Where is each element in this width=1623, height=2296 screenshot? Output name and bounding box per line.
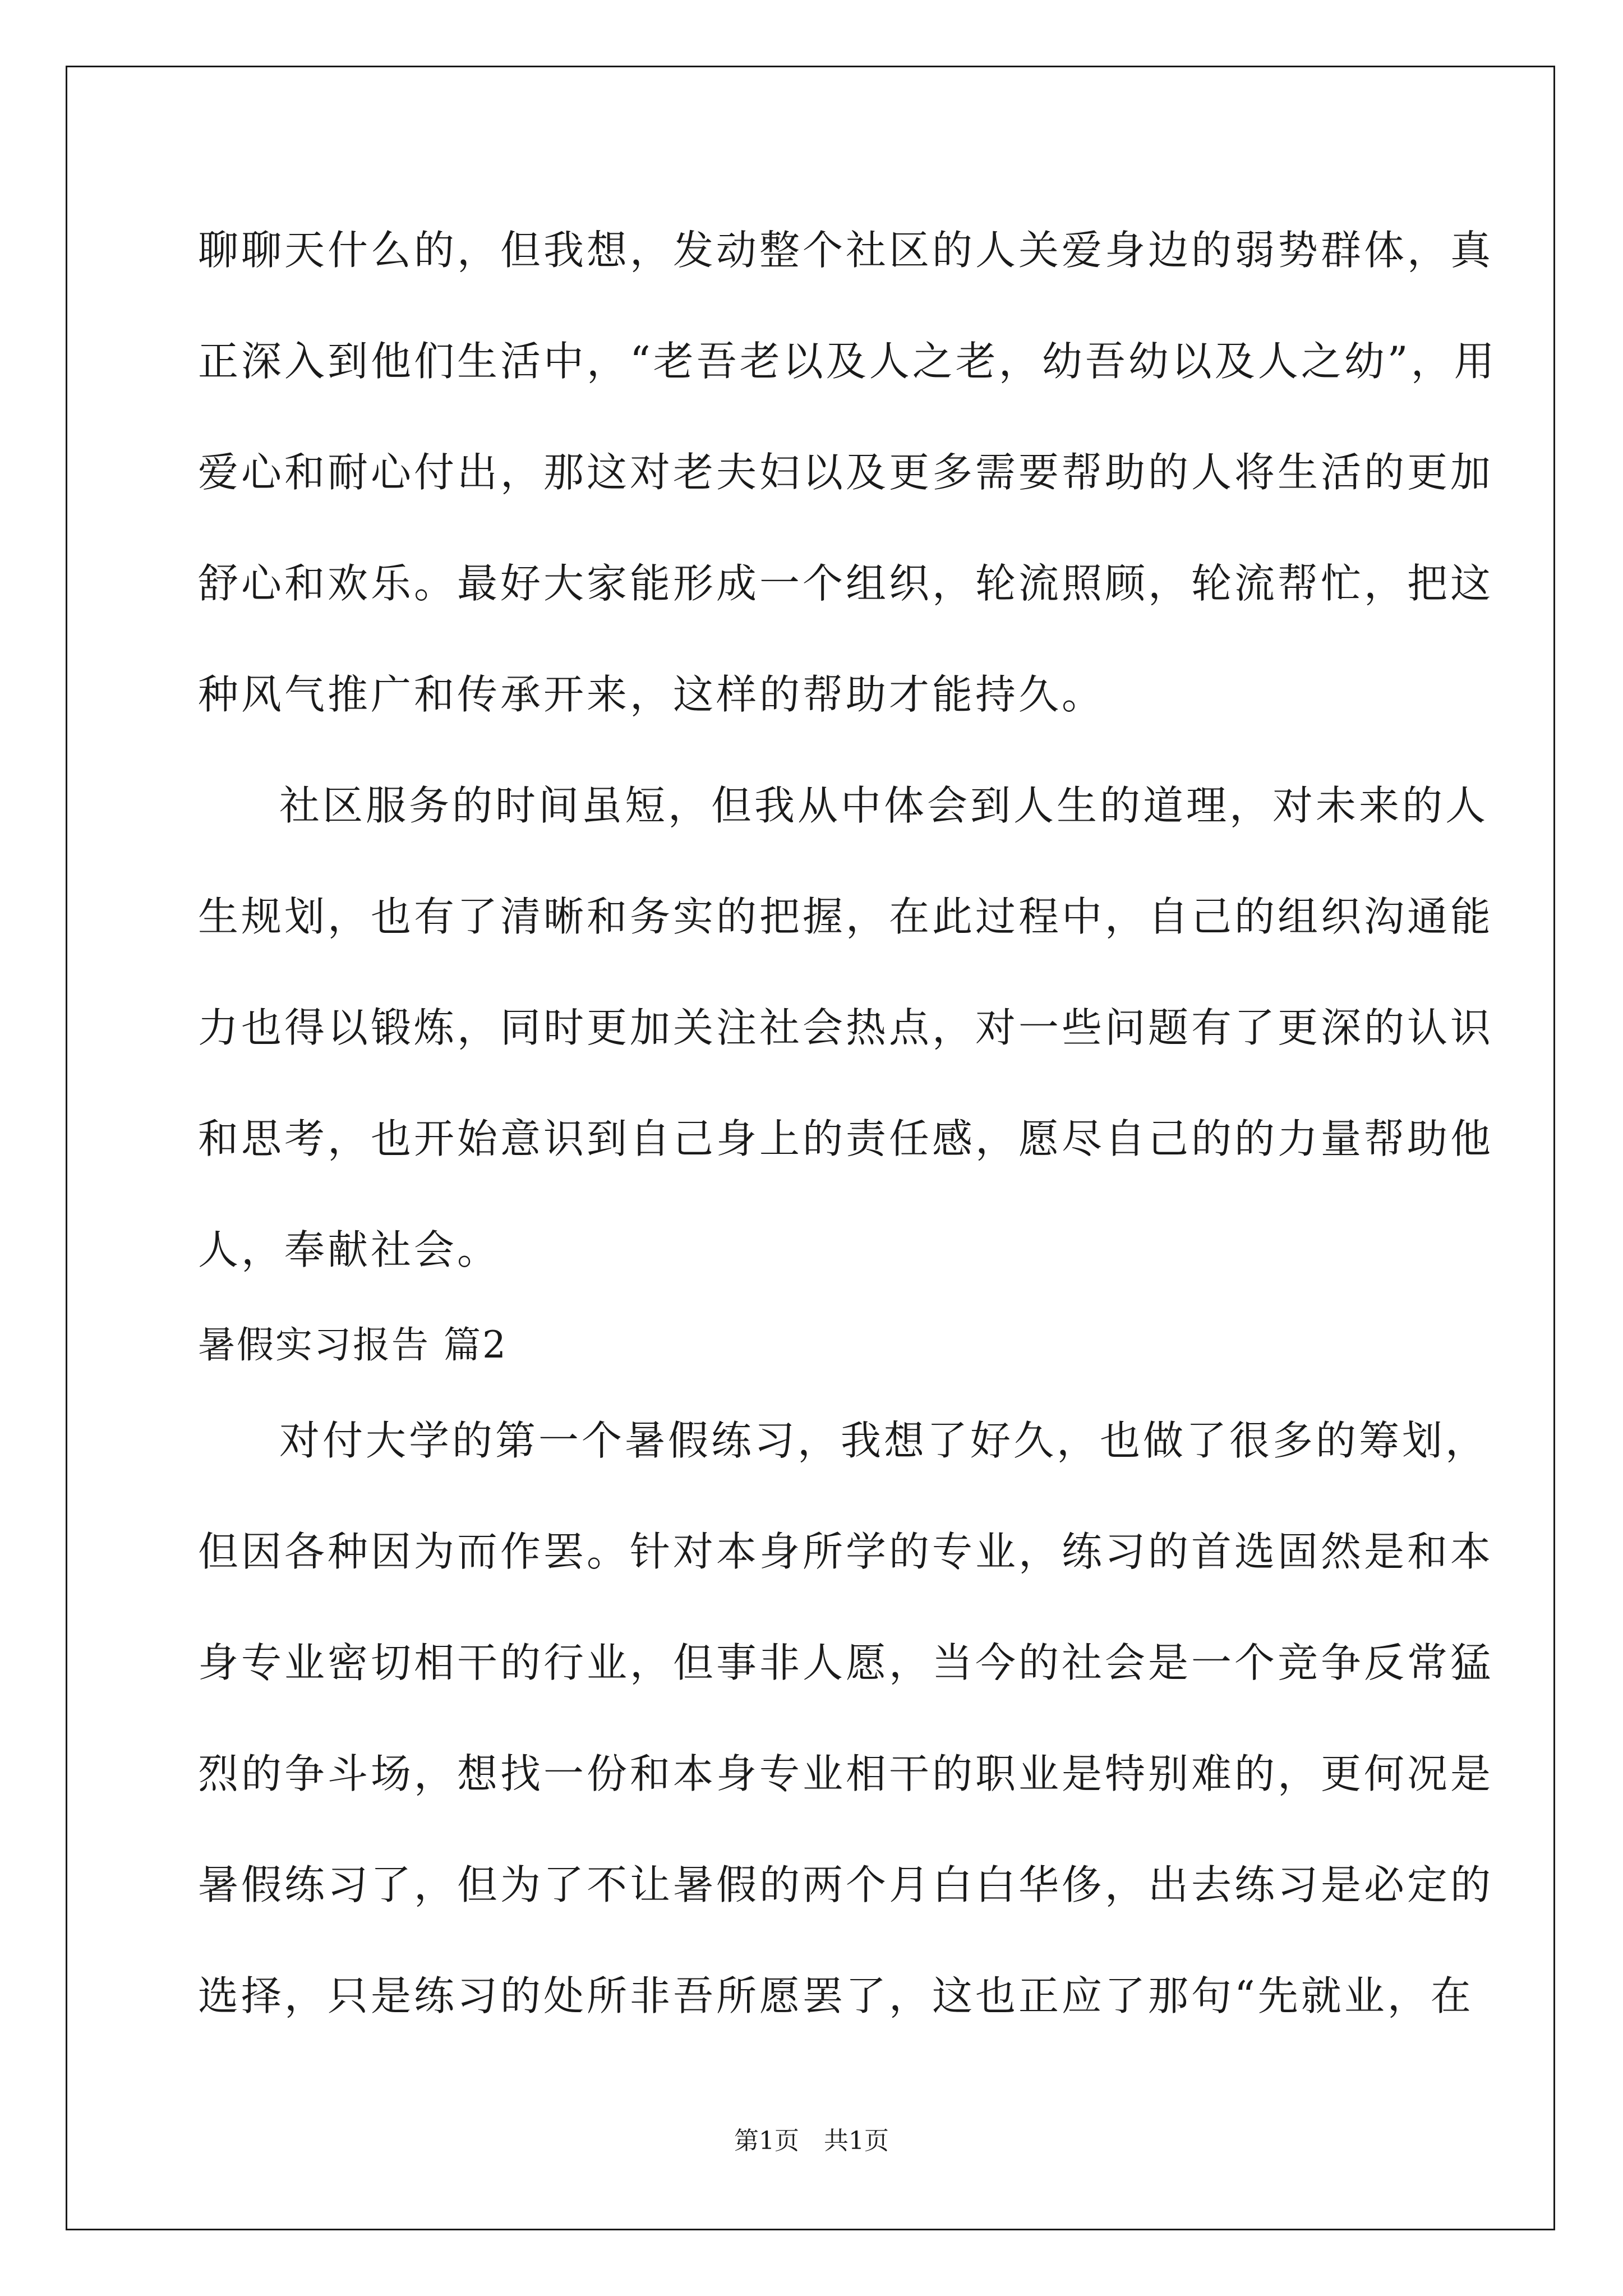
text-line: 力也得以锻炼，同时更加关注社会热点，对一些问题有了更深的认识 xyxy=(198,1004,1494,1051)
paragraph-first-line: 社区服务的时间虽短，但我从中体会到人生的道理，对未来的人 xyxy=(279,782,1489,829)
text-line: 暑假练习了，但为了不让暑假的两个月白白华侈，出去练习是必定的 xyxy=(198,1861,1494,1908)
text-line: 选择，只是练习的处所非吾所愿罢了，这也正应了那句“先就业，在 xyxy=(198,1972,1474,2019)
text-line: 爱心和耐心付出，那这对老夫妇以及更多需要帮助的人将生活的更加 xyxy=(198,449,1494,496)
page-number-footer: 第1页 共1页 xyxy=(734,2127,889,2155)
text-line: 烈的争斗场，想找一份和本身专业相干的职业是特别难的，更何况是 xyxy=(198,1750,1494,1797)
section-heading: 暑假实习报告 篇2 xyxy=(198,1323,508,1366)
text-line: 和思考，也开始意识到自己身上的责任感，愿尽自己的的力量帮助他 xyxy=(198,1115,1494,1162)
text-line: 聊聊天什么的，但我想，发动整个社区的人关爱身边的弱势群体，真 xyxy=(198,227,1494,274)
paragraph-first-line: 对付大学的第一个暑假练习，我想了好久，也做了很多的筹划， xyxy=(279,1417,1489,1464)
text-line: 种风气推广和传承开来，这样的帮助才能持久。 xyxy=(198,671,1105,718)
text-line: 但因各种因为而作罢。针对本身所学的专业，练习的首选固然是和本 xyxy=(198,1528,1494,1575)
text-line: 舒心和欢乐。最好大家能形成一个组织，轮流照顾，轮流帮忙，把这 xyxy=(198,560,1494,607)
text-line: 正深入到他们生活中，“老吾老以及人之老，幼吾幼以及人之幼”，用 xyxy=(198,338,1497,385)
text-line: 人，奉献社会。 xyxy=(198,1226,501,1273)
text-line: 生规划，也有了清晰和务实的把握，在此过程中，自己的组织沟通能 xyxy=(198,893,1494,940)
text-line: 身专业密切相干的行业，但事非人愿，当今的社会是一个竞争反常猛 xyxy=(198,1639,1494,1686)
